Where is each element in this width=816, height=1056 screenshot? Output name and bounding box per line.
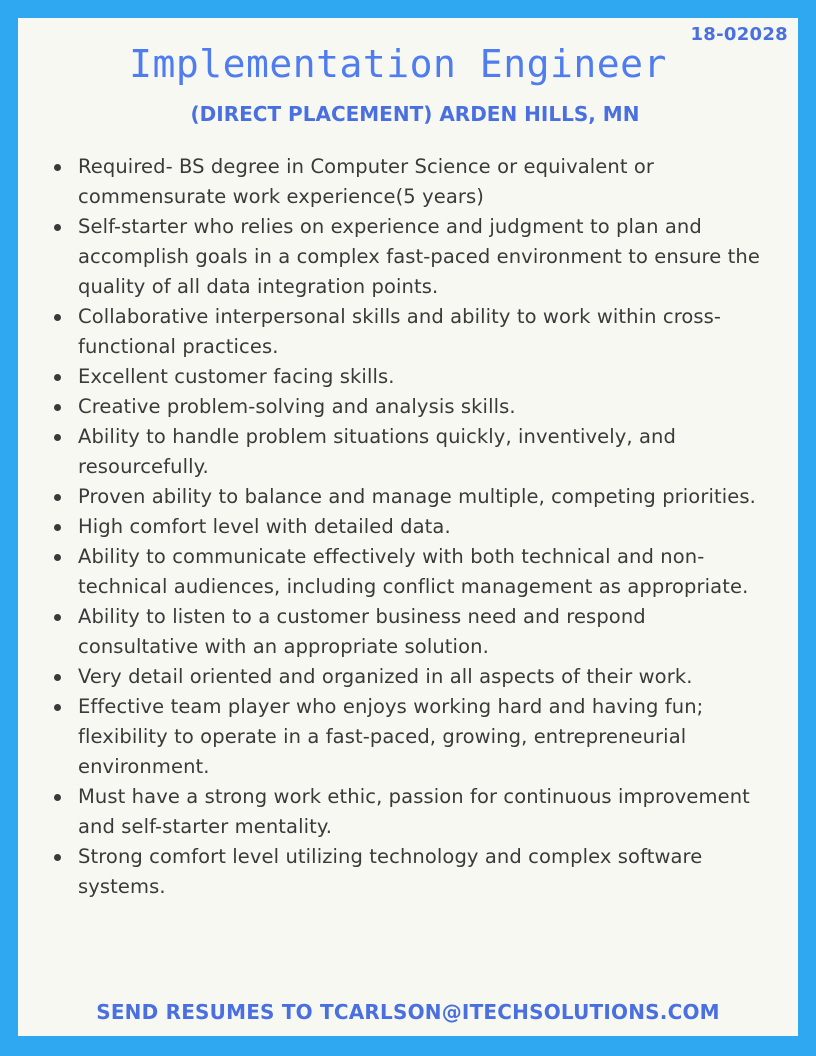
requirement-text: Excellent customer facing skills. [78,365,395,388]
requirement-text: Effective team player who enjoys working hard and having fun; flexibility to operate in a fast-paced, growing, entrepreneurial environment. [78,695,704,778]
requirement-text: Self-starter who relies on experience and judgment to plan and accomplish goals in a complex fast-paced environment to ensure the quality of all data integration points. [78,215,760,298]
bullet-icon [54,704,61,711]
bullet-icon [54,374,61,381]
requirement-text: Collaborative interpersonal skills and ability to work within cross-functional practices. [78,305,722,358]
list-item [52,782,772,842]
contact-footer: SEND RESUMES TO TCARLSON@ITECHSOLUTIONS.COM [96,1000,720,1024]
bullet-icon [54,614,61,621]
requirement-text: High comfort level with detailed data. [78,515,451,538]
list-item [52,392,772,422]
bullet-icon [54,494,61,501]
list-item [52,662,772,692]
bullet-icon [54,794,61,801]
bullet-icon [54,164,61,171]
requirement-text: Very detail oriented and organized in all aspects of their work. [78,665,693,688]
bullet-icon [54,434,61,441]
bullet-icon [54,854,61,861]
bullet-icon [54,404,61,411]
requirement-text: Ability to listen to a customer business need and respond consultative with an appropriate solution. [78,605,646,658]
list-item [52,512,772,542]
list-item [52,152,772,212]
list-item [52,842,772,902]
list-item [52,542,772,602]
bullet-icon [54,674,61,681]
list-item [52,482,772,512]
list-item [52,302,772,362]
requirement-text: Must have a strong work ethic, passion for continuous improvement and self-starter mentality. [78,785,750,838]
requirement-text: Creative problem-solving and analysis skills. [78,395,516,418]
requirement-text: Proven ability to balance and manage multiple, competing priorities. [78,485,756,508]
bullet-icon [54,524,61,531]
requirement-text: Ability to handle problem situations quickly, inventively, and resourcefully. [78,425,676,478]
list-item [52,422,772,482]
list-item [52,362,772,392]
job-posting-card [18,18,798,1036]
job-title: Implementation Engineer [129,42,667,86]
requirement-text: Ability to communicate effectively with both technical and non-technical audiences, including conflict management as appropriate. [78,545,749,598]
job-subtitle: (DIRECT PLACEMENT) ARDEN HILLS, MN [190,102,640,126]
bullet-icon [54,224,61,231]
bullet-icon [54,314,61,321]
list-item [52,602,772,662]
bullet-icon [54,554,61,561]
list-item [52,212,772,302]
list-item [52,692,772,782]
requirement-text: Required- BS degree in Computer Science or equivalent or commensurate work experience(5 years) [78,155,655,208]
requirement-text: Strong comfort level utilizing technology and complex software systems. [78,845,703,898]
job-id: 18-02028 [690,24,788,45]
requirements-list [52,152,772,902]
